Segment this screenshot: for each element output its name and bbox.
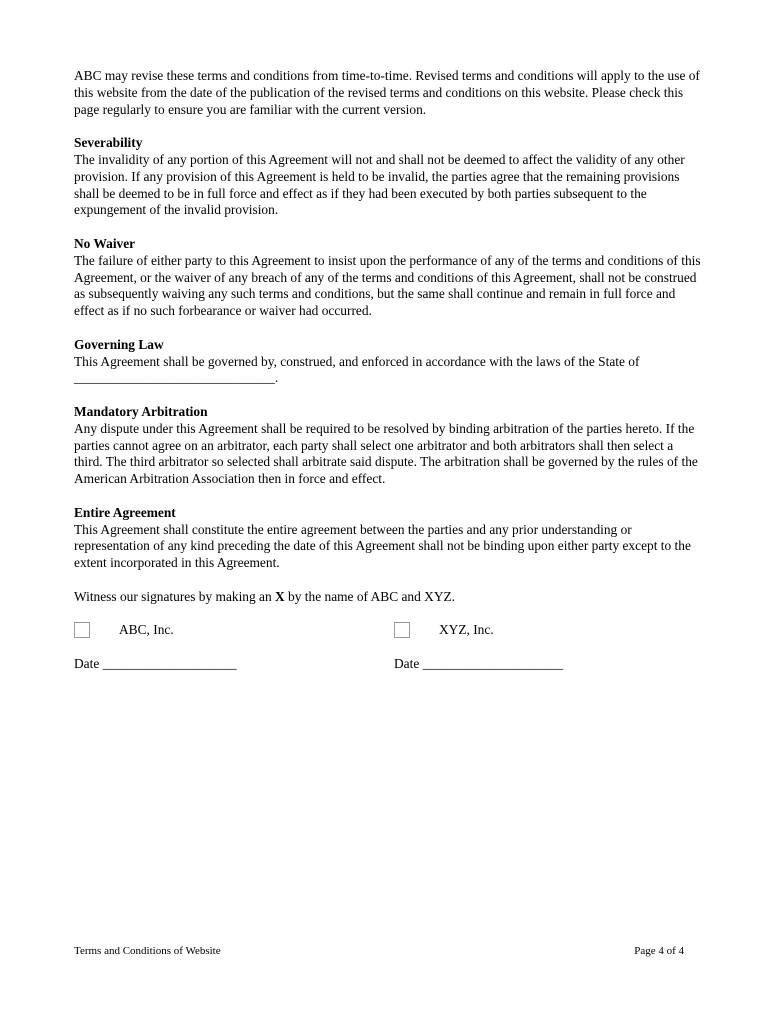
witness-suffix: by the name of ABC and XYZ.: [284, 588, 456, 604]
section-no-waiver: [74, 236, 704, 320]
entire-agreement-heading: Entire Agreement: [74, 504, 176, 520]
section-governing-law: [74, 337, 704, 387]
page-footer: [74, 944, 684, 960]
no-waiver-heading: No Waiver: [74, 235, 136, 251]
abc-party-name: ABC, Inc.: [119, 622, 174, 638]
no-waiver-body: The failure of either party to this Agreement to insist upon the performance of any of the terms and conditions of this Agreement, or the waiver of any breach of any of the terms and conditions of this Agreement, shall not be construed as subsequently waiving any such terms and conditions, but the same shall continue and remain in full force and effect as if no such forbearance or waiver had occurred.: [74, 252, 701, 319]
xyz-party-name: XYZ, Inc.: [439, 622, 494, 638]
document-page: [74, 68, 704, 673]
abc-date-line: Date ____________________: [74, 656, 237, 672]
mandatory-arbitration-body: Any dispute under this Agreement shall be required to be resolved by binding arbitration of the parties hereto. If the parties cannot agree on an arbitrator, each party shall select one arbitrator and both arbitrators shall then select a third. The third arbitrator so selected shall arbitrate said dispute. The arbitration shall be governed by the rules of the American Arbitration Association then in force and effect.: [74, 420, 698, 487]
witness-statement: [74, 589, 704, 606]
date-row: [74, 656, 704, 673]
abc-signature-checkbox[interactable]: [74, 622, 90, 638]
governing-law-heading: Governing Law: [74, 336, 164, 352]
footer-title: Terms and Conditions of Website: [74, 945, 221, 957]
intro-paragraph: ABC may revise these terms and conditions from time-to-time. Revised terms and conditions will apply to the use of this website from the date of the publication of the revised terms and conditions on this website. Please check this page regularly to ensure you are familiar with the current version.: [74, 68, 700, 117]
signature-row: [74, 622, 704, 656]
footer-page-number: Page 4 of 4: [634, 945, 684, 957]
section-severability: [74, 135, 704, 219]
witness-mark: X: [275, 588, 285, 604]
section-entire-agreement: [74, 505, 704, 572]
entire-agreement-body: This Agreement shall constitute the entire agreement between the parties and any prior understanding or representation of any kind preceding the date of this Agreement shall not be binding upon either party except to the extent incorporated in this Agreement.: [74, 521, 691, 571]
witness-prefix: Witness our signatures by making an: [74, 588, 276, 604]
severability-heading: Severability: [74, 135, 143, 151]
xyz-signature-checkbox[interactable]: [394, 622, 410, 638]
xyz-date-line: Date _____________________: [394, 656, 564, 672]
section-mandatory-arbitration: [74, 404, 704, 488]
mandatory-arbitration-heading: Mandatory Arbitration: [74, 403, 208, 419]
severability-body: The invalidity of any portion of this Agreement will not and shall not be deemed to affect the validity of any other provision. If any provision of this Agreement is held to be invalid, the parties agree that the remaining provisions shall be deemed to be in full force and effect as if they had been executed by both parties subsequent to the expungement of the invalid provision.: [74, 151, 685, 218]
governing-law-body: This Agreement shall be governed by, construed, and enforced in accordance with the laws of the State of ______________________________.: [74, 353, 640, 386]
